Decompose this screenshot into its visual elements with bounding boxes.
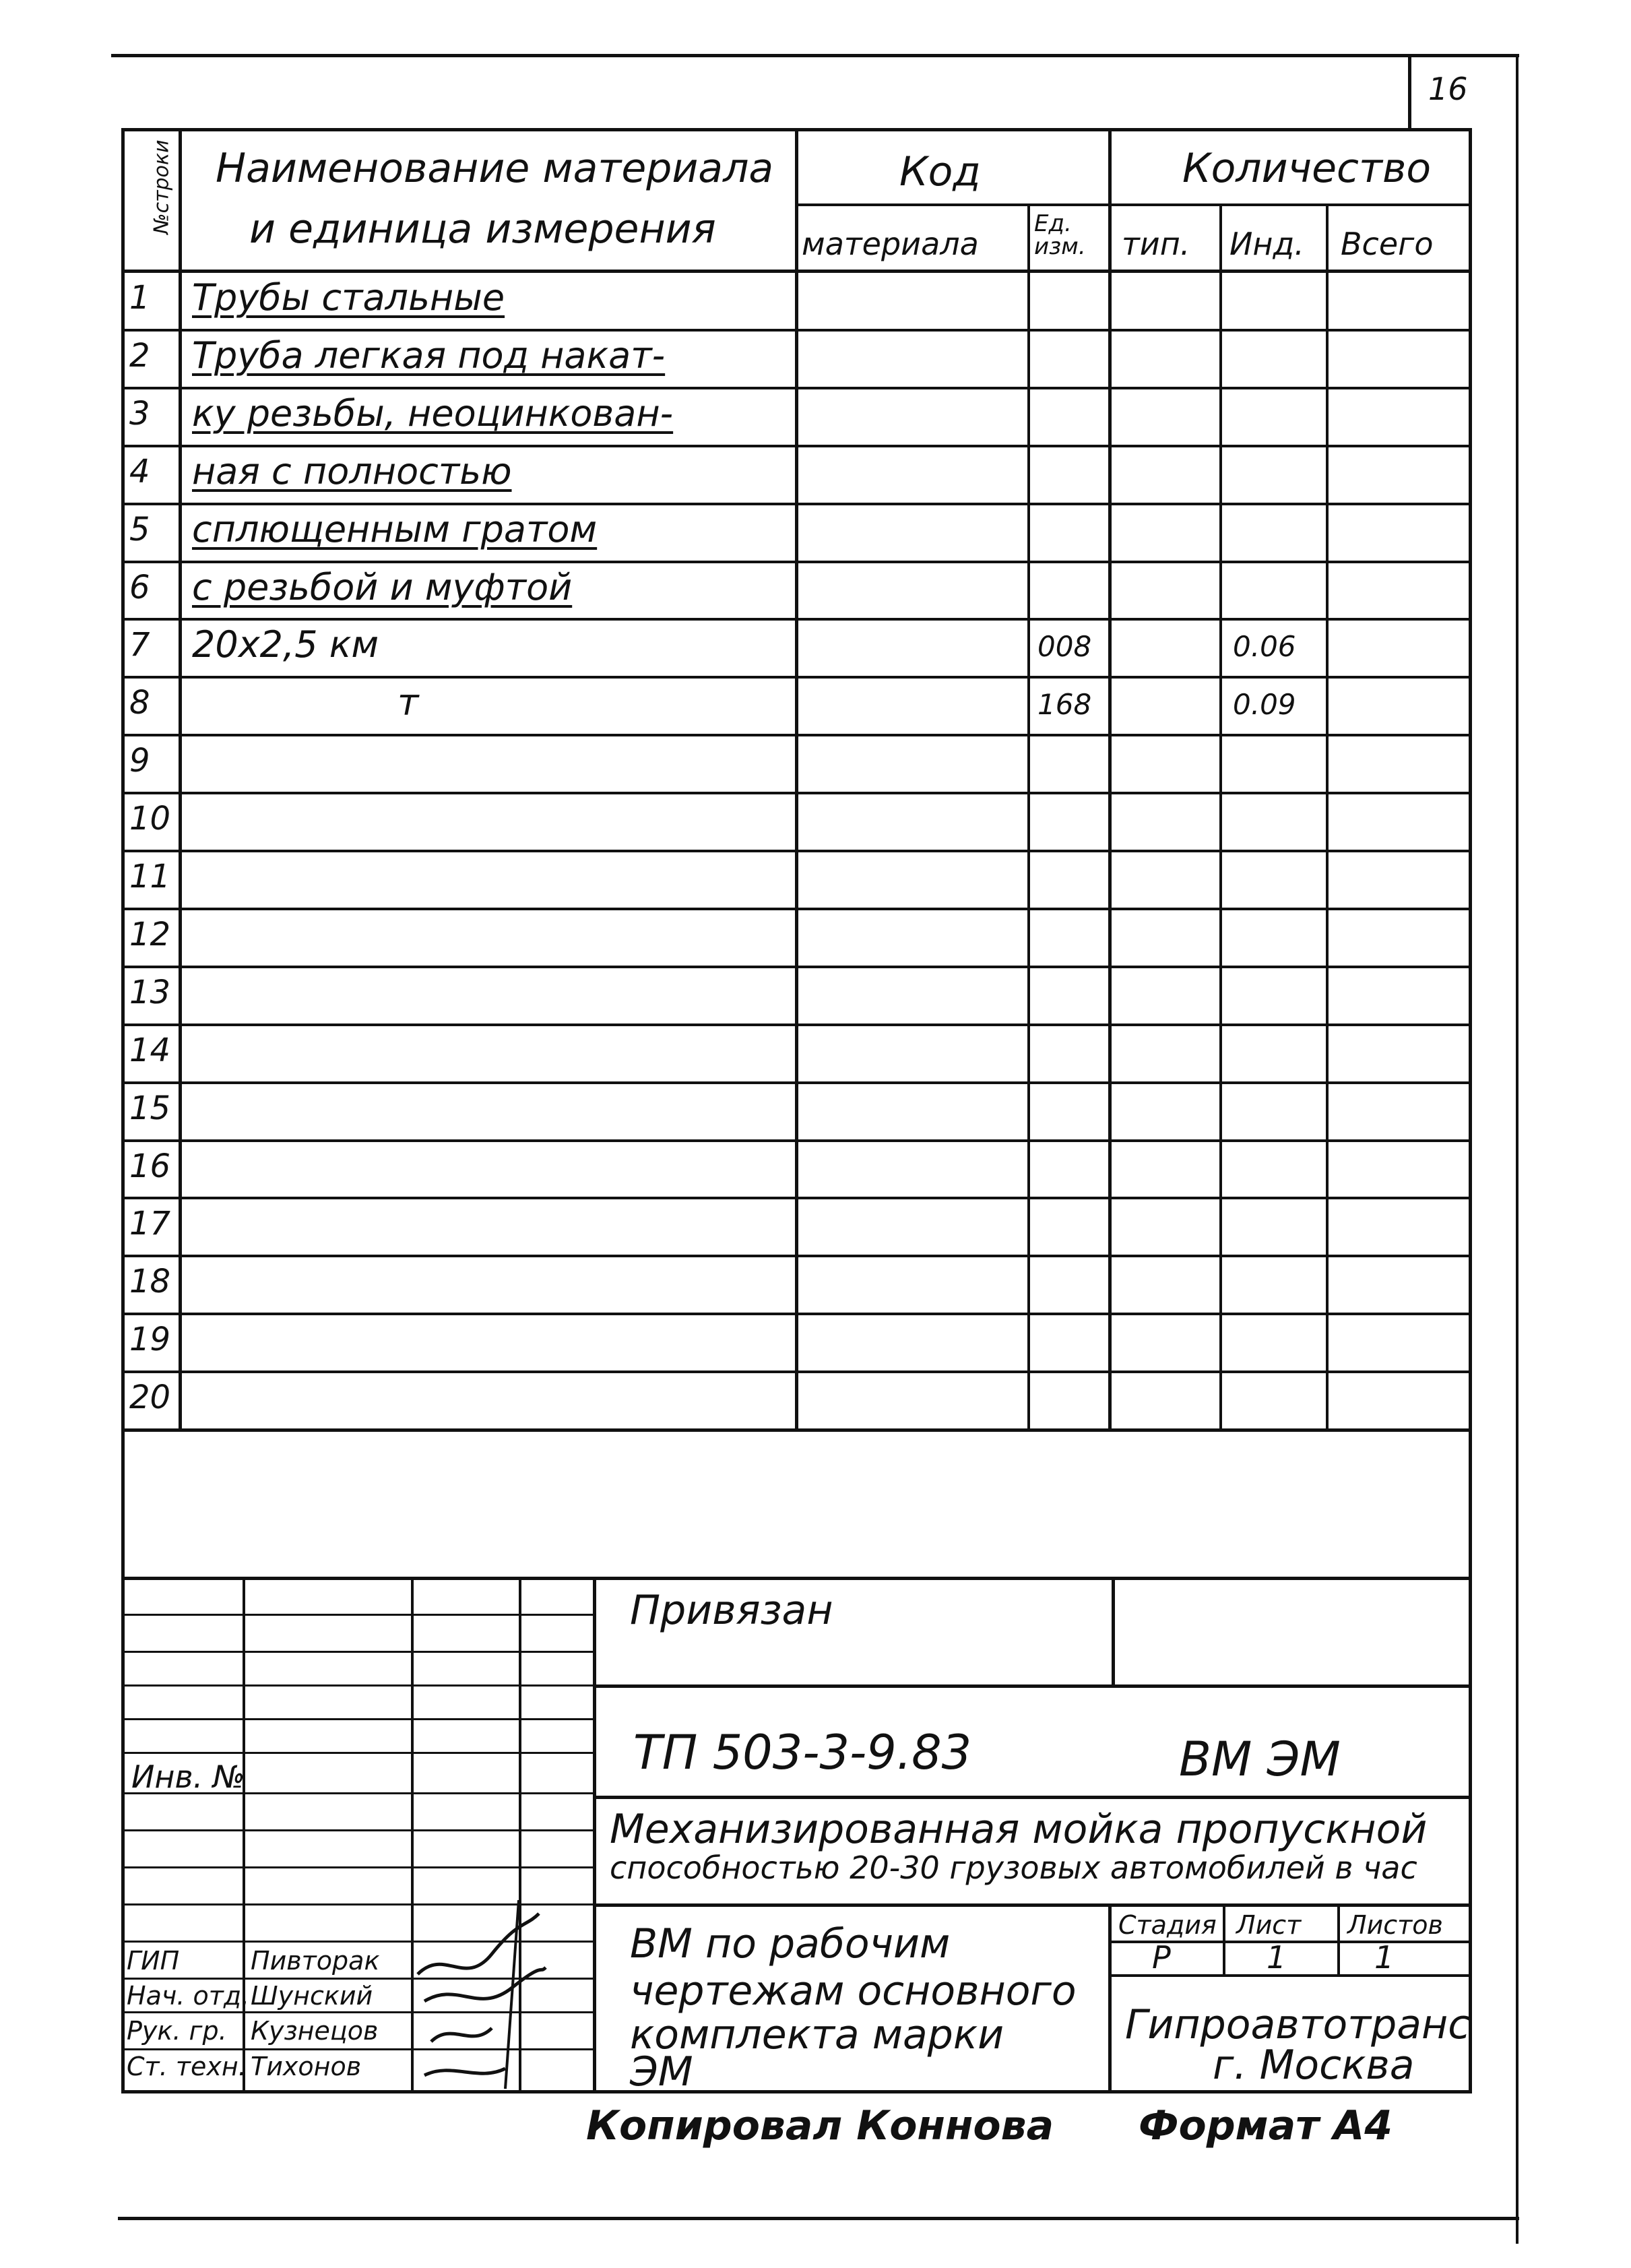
document-mark: ВМ ЭМ	[1179, 1732, 1341, 1787]
table-left-line	[121, 128, 125, 2092]
row-number: 4	[129, 452, 150, 491]
signature-role: ГИП	[127, 1946, 180, 1976]
sheet-title-line4: ЭМ	[630, 2048, 693, 2096]
qty-total-header: Всего	[1341, 226, 1434, 262]
row-unit-code: 008	[1037, 630, 1092, 664]
row-text: ку резьбы, неоцинкован-	[192, 391, 674, 435]
row-divider	[121, 1023, 1472, 1026]
row-divider	[121, 850, 1472, 852]
row-divider	[121, 561, 1472, 563]
row-number-header: №строки	[150, 139, 174, 234]
row-number: 9	[129, 742, 150, 780]
row-text: 20х2,5 км	[192, 623, 379, 666]
row-divider	[121, 1371, 1472, 1373]
row-text: сплющенным гратом	[192, 507, 598, 550]
organization-city: г. Москва	[1213, 2042, 1415, 2089]
stamp-grid-line	[121, 1614, 593, 1616]
row-text: с резьбой и муфтой	[192, 565, 573, 608]
header-mid-line	[795, 203, 1472, 206]
bound-box-divider	[1112, 1577, 1115, 1684]
stamp-bottom-line	[121, 2090, 1472, 2093]
stage-box-divider	[1108, 1903, 1112, 2092]
stamp-line-2	[593, 1796, 1472, 1799]
row-divider	[121, 618, 1472, 621]
page-number: 16	[1428, 71, 1468, 107]
format-label: Формат А4	[1139, 2102, 1393, 2149]
sheets-label: Листов	[1347, 1910, 1443, 1940]
sheet-title-line2: чертежам основного	[630, 1967, 1077, 2015]
signature-1	[418, 1914, 539, 1974]
stage-label: Стадия	[1118, 1910, 1217, 1940]
signature-4	[424, 2069, 505, 2075]
row-number: 17	[129, 1205, 171, 1243]
row-divider	[121, 676, 1472, 679]
row-number: 3	[129, 394, 150, 433]
row-number: 19	[129, 1321, 171, 1359]
row-divider	[121, 966, 1472, 968]
row-number: 15	[129, 1089, 171, 1127]
stamp-grid-line	[121, 1651, 593, 1653]
row-divider	[121, 792, 1472, 794]
name-header-line2: и единица измерения	[249, 206, 716, 253]
row-number: 18	[129, 1263, 171, 1301]
row-ind-qty: 0.06	[1233, 630, 1296, 664]
sheet-title-line1: ВМ по рабочим	[630, 1920, 951, 1967]
project-title-line2: способностью 20-30 грузовых автомобилей в час	[610, 1850, 1417, 1886]
stamp-line-3	[593, 1903, 1472, 1907]
signature-role: Ст. техн.	[127, 2052, 247, 2081]
col-line-num	[179, 128, 182, 1430]
project-title-line1: Механизированная мойка пропускной	[610, 1806, 1428, 1853]
row-number: 10	[129, 800, 171, 838]
row-divider	[121, 329, 1472, 332]
organization-name: Гипроавтотранс	[1125, 2001, 1471, 2048]
page-number-box-left	[1408, 54, 1411, 128]
signature-name: Тихонов	[251, 2052, 362, 2081]
stage-value: Р	[1152, 1939, 1171, 1976]
row-number: 16	[129, 1147, 171, 1185]
stamp-grid-line	[121, 1829, 593, 1831]
row-text: Трубы стальные	[192, 276, 505, 319]
signature-scribbles	[404, 1887, 552, 2096]
signature-3	[431, 2028, 492, 2042]
row-number: 5	[129, 510, 150, 548]
row-number: 14	[129, 1031, 171, 1069]
qty-type-header: тип.	[1122, 226, 1190, 262]
row-divider	[121, 1313, 1472, 1315]
stamp-grid-line	[121, 1752, 593, 1754]
signature-2	[424, 1967, 546, 2001]
inventory-label: Инв. №	[131, 1759, 245, 1795]
row-unit-code: 168	[1037, 688, 1092, 722]
sheet-title-line3: комплекта марки	[630, 2011, 1004, 2058]
stamp-grid-line	[121, 1684, 593, 1687]
stage-col-2	[1337, 1903, 1340, 1976]
bound-label: Привязан	[630, 1587, 833, 1634]
copied-by: Копировал Коннова	[586, 2102, 1054, 2149]
sheet-value: 1	[1267, 1939, 1287, 1976]
signature-role: Нач. отд.	[127, 1981, 250, 2011]
row-text: Труба легкая под накат-	[192, 334, 666, 377]
sheet-label: Лист	[1236, 1910, 1302, 1940]
sheets-value: 1	[1374, 1939, 1395, 1976]
row-divider	[121, 445, 1472, 447]
signature-name: Пивторак	[251, 1946, 380, 1976]
name-header-line1: Наименование материала	[216, 145, 774, 192]
row-number: 20	[129, 1379, 171, 1417]
signature-role: Рук. гр.	[127, 2016, 227, 2046]
row-divider	[121, 1255, 1472, 1257]
row-divider	[121, 387, 1472, 389]
row-number: 7	[129, 626, 150, 664]
row-number: 13	[129, 973, 171, 1011]
qty-group-header: Количество	[1182, 145, 1432, 192]
right-edge-line	[1516, 54, 1518, 2244]
signature-stroke	[505, 1900, 519, 2089]
row-text: т	[397, 681, 419, 724]
stamp-grid-line	[121, 1866, 593, 1868]
row-divider	[121, 734, 1472, 736]
row-divider	[121, 1081, 1472, 1084]
row-number: 2	[129, 336, 150, 375]
top-border-line	[111, 54, 1519, 57]
row-text: ная с полностью	[192, 449, 512, 493]
row-divider	[121, 1139, 1472, 1142]
row-number: 6	[129, 568, 150, 606]
stamp-grid-line	[121, 1718, 593, 1720]
code-group-header: Код	[899, 148, 981, 195]
row-number: 8	[129, 684, 150, 722]
row-divider	[121, 1197, 1472, 1199]
stage-col-1	[1223, 1903, 1225, 1976]
row-divider	[121, 908, 1472, 910]
signature-name: Шунский	[251, 1981, 373, 2011]
row-ind-qty: 0.09	[1233, 688, 1296, 722]
signature-name: Кузнецов	[251, 2016, 379, 2046]
col-line-unit	[1108, 128, 1112, 1430]
col-line-name	[795, 128, 798, 1430]
stamp-line-1	[593, 1684, 1472, 1688]
stamp-col-a	[243, 1577, 245, 2092]
code-material-header: материала	[802, 226, 979, 262]
stamp-top-line	[121, 1577, 1472, 1580]
row-number: 12	[129, 915, 171, 953]
code-unit-header: Ед. изм.	[1034, 210, 1086, 260]
row-number: 11	[129, 858, 171, 895]
document-code: ТП 503-3-9.83	[633, 1725, 972, 1780]
bottom-border-line	[118, 2217, 1519, 2220]
stamp-left-block-right	[593, 1577, 596, 2092]
qty-ind-header: Инд.	[1229, 226, 1304, 262]
row-number: 1	[129, 279, 150, 317]
row-divider	[121, 503, 1472, 505]
